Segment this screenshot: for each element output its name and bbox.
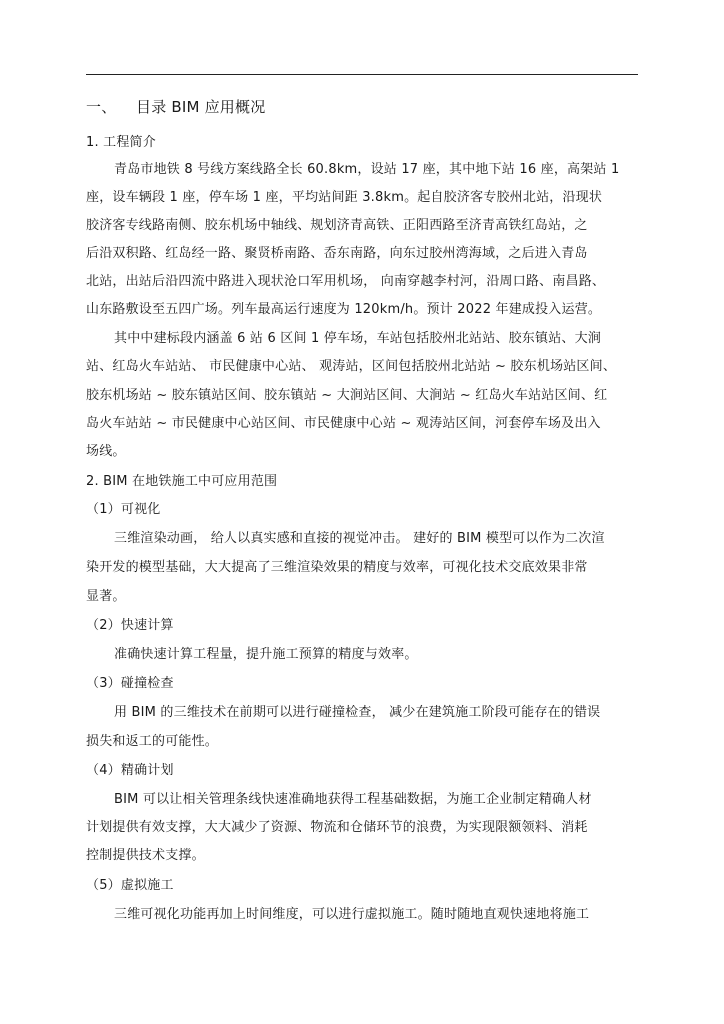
subsection-line: 准确快速计算工程量，提升施工预算的精度与效率。 [114, 647, 418, 662]
subsection-title: （4）精确计划 [86, 763, 174, 778]
subsection-line: 染开发的模型基础，大大提高了三维渲染效果的精度与效率，可视化技术交底效果非常 [86, 560, 588, 575]
section1-para2-line: 站、红岛火车站站、 市民健康中心站、 观涛站，区间包括胶州北站站 ~ 胶东机场站区间、 [86, 359, 617, 374]
subsection-line: 三维可视化功能再加上时间维度，可以进行虚拟施工。随时随地直观快速地将施工 [114, 907, 590, 922]
subsection-title: （3）碰撞检查 [86, 676, 174, 691]
section1-para1-line: 胶济客专线路南侧、胶东机场中轴线、规划济青高铁、正阳西路至济青高铁红岛站，之 [86, 218, 588, 233]
section1-para1-line: 青岛市地铁 8 号线方案线路全长 60.8km，设站 17 座，其中地下站 16 座，高架站 1 [114, 162, 620, 177]
heading-number: 一、 [86, 98, 117, 116]
subsection-line: BIM 可以让相关管理条线快速准确地获得工程基础数据，为施工企业制定精确人材 [114, 792, 592, 807]
subsection-line: 控制提供技术支撑。 [86, 848, 205, 863]
section2-title: 2. BIM 在地铁施工中可应用范围 [86, 474, 278, 489]
section1-para1-line: 座，设车辆段 1 座，停车场 1 座，平均站间距 3.8km。起自胶济客专胶州北站，沿现状 [86, 190, 603, 205]
subsection-title: （1）可视化 [86, 502, 161, 517]
heading-title: 目录 BIM 应用概况 [136, 98, 266, 116]
subsection-line: 三维渲染动画， 给人以真实感和直接的视觉冲击。 建好的 BIM 模型可以作为二次渲 [114, 531, 605, 546]
heading [86, 97, 265, 117]
subsection-line: 计划提供有效支撑，大大减少了资源、物流和仓储环节的浪费，为实现限额领料、消耗 [86, 820, 588, 835]
section1-para1-line: 后沿双积路、红岛经一路、聚贤桥南路、岙东南路，向东过胶州湾海域，之后进入青岛 [86, 246, 588, 261]
section1-para2-line: 场线。 [86, 444, 126, 459]
section1-title: 1. 工程简介 [86, 135, 156, 150]
subsection-line: 显著。 [86, 589, 126, 604]
subsection-title: （2）快速计算 [86, 618, 174, 633]
section1-para1-line: 北站，出站后沿四流中路进入现状沧口军用机场， 向南穿越李村河，沿周口路、南昌路、 [86, 274, 606, 289]
section1-para2-line: 岛火车站站 ~ 市民健康中心站区间、市民健康中心站 ~ 观涛站区间，河套停车场及出入 [86, 416, 601, 431]
section1-para1-line: 山东路敷设至五四广场。列车最高运行速度为 120km/h。预计 2022 年建成投入运营。 [86, 302, 602, 317]
subsection-title: （5）虚拟施工 [86, 878, 174, 893]
section1-para2-line: 胶东机场站 ~ 胶东镇站区间、胶东镇站 ~ 大涧站区间、大涧站 ~ 红岛火车站站区间、红 [86, 388, 608, 403]
header-rule [86, 74, 638, 75]
subsection-line: 用 BIM 的三维技术在前期可以进行碰撞检查， 减少在建筑施工阶段可能存在的错误 [114, 705, 601, 720]
subsection-line: 损失和返工的可能性。 [86, 734, 219, 749]
section1-para2-line: 其中中建标段内涵盖 6 站 6 区间 1 停车场，车站包括胶州北站站、胶东镇站、大涧 [114, 331, 602, 346]
